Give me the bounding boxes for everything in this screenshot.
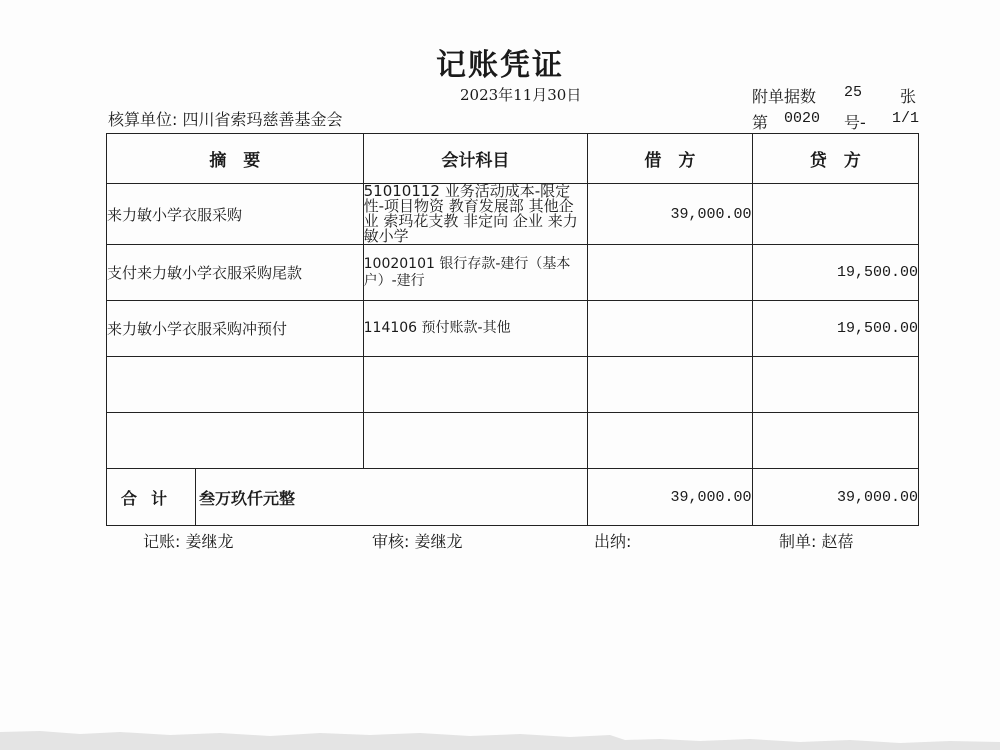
accounting-unit-label: 核算单位: bbox=[108, 110, 178, 129]
table-row bbox=[107, 245, 919, 301]
row-account: 10020101 银行存款-建行（基本户）-建行 bbox=[363, 245, 588, 301]
torn-paper-edge bbox=[0, 718, 1000, 750]
cashier-label: 出纳: bbox=[594, 532, 632, 551]
total-debit: 39,000.00 bbox=[588, 469, 752, 526]
cashier-signature bbox=[594, 529, 631, 552]
row-debit bbox=[588, 413, 752, 469]
bookkeeper-name: 姜继龙 bbox=[185, 532, 234, 551]
row-account bbox=[363, 357, 588, 413]
voucher-title: 记账凭证 bbox=[436, 48, 564, 83]
total-label: 合计 bbox=[107, 469, 196, 525]
voucher-table bbox=[106, 133, 919, 526]
total-credit: 39,000.00 bbox=[752, 469, 918, 526]
table-row bbox=[107, 301, 919, 357]
reviewer-label: 审核: bbox=[372, 532, 410, 551]
table-row bbox=[107, 413, 919, 469]
bookkeeper-label: 记账: bbox=[143, 532, 181, 551]
row-account: 114106 预付账款-其他 bbox=[363, 301, 588, 357]
attachment-count bbox=[752, 84, 918, 107]
attachment-unit: 张 bbox=[900, 87, 917, 106]
table-header-row bbox=[107, 134, 919, 184]
voucher-date: 2023年11月30日 bbox=[460, 86, 582, 104]
row-credit bbox=[752, 357, 918, 413]
total-cell bbox=[107, 469, 588, 526]
reviewer-signature bbox=[372, 529, 463, 552]
row-debit: 39,000.00 bbox=[588, 184, 752, 245]
row-summary: 来力敏小学衣服采购 bbox=[107, 184, 364, 245]
table-row bbox=[107, 357, 919, 413]
preparer-signature bbox=[779, 529, 854, 552]
attachment-label: 附单据数 bbox=[752, 87, 817, 106]
table-row bbox=[107, 184, 919, 245]
attachment-number: 25 bbox=[844, 84, 863, 101]
accounting-unit-value: 四川省索玛慈善基金会 bbox=[182, 110, 343, 129]
voucher-number bbox=[752, 110, 918, 133]
row-account bbox=[363, 413, 588, 469]
row-summary bbox=[107, 413, 364, 469]
bookkeeper-signature bbox=[143, 529, 234, 552]
voucher-number-prefix: 第 bbox=[752, 113, 769, 132]
header-debit: 借 方 bbox=[588, 134, 752, 184]
row-account: 51010112 业务活动成本-限定性-项目物资 教育发展部 其他企业 索玛花支教 非定向 企业 来力敏小学 bbox=[363, 184, 588, 245]
preparer-name: 赵蓓 bbox=[821, 532, 854, 551]
row-summary: 来力敏小学衣服采购冲预付 bbox=[107, 301, 364, 357]
voucher-page: 1/1 bbox=[892, 110, 920, 127]
row-summary: 支付来力敏小学衣服采购尾款 bbox=[107, 245, 364, 301]
row-credit bbox=[752, 184, 918, 245]
total-amount-words: 叁万玖仟元整 bbox=[199, 488, 296, 508]
row-debit bbox=[588, 301, 752, 357]
row-credit: 19,500.00 bbox=[752, 301, 918, 357]
row-credit bbox=[752, 413, 918, 469]
total-row bbox=[107, 469, 919, 526]
voucher-number-value: 0020 bbox=[784, 110, 821, 127]
row-debit bbox=[588, 245, 752, 301]
row-credit: 19,500.00 bbox=[752, 245, 918, 301]
reviewer-name: 姜继龙 bbox=[414, 532, 463, 551]
header-credit: 贷 方 bbox=[752, 134, 918, 184]
row-summary bbox=[107, 357, 364, 413]
header-account: 会计科目 bbox=[363, 134, 588, 184]
row-debit bbox=[588, 357, 752, 413]
header-summary: 摘 要 bbox=[107, 134, 364, 184]
accounting-unit bbox=[108, 107, 343, 130]
voucher-number-suffix: 号- bbox=[844, 113, 866, 132]
preparer-label: 制单: bbox=[779, 532, 817, 551]
